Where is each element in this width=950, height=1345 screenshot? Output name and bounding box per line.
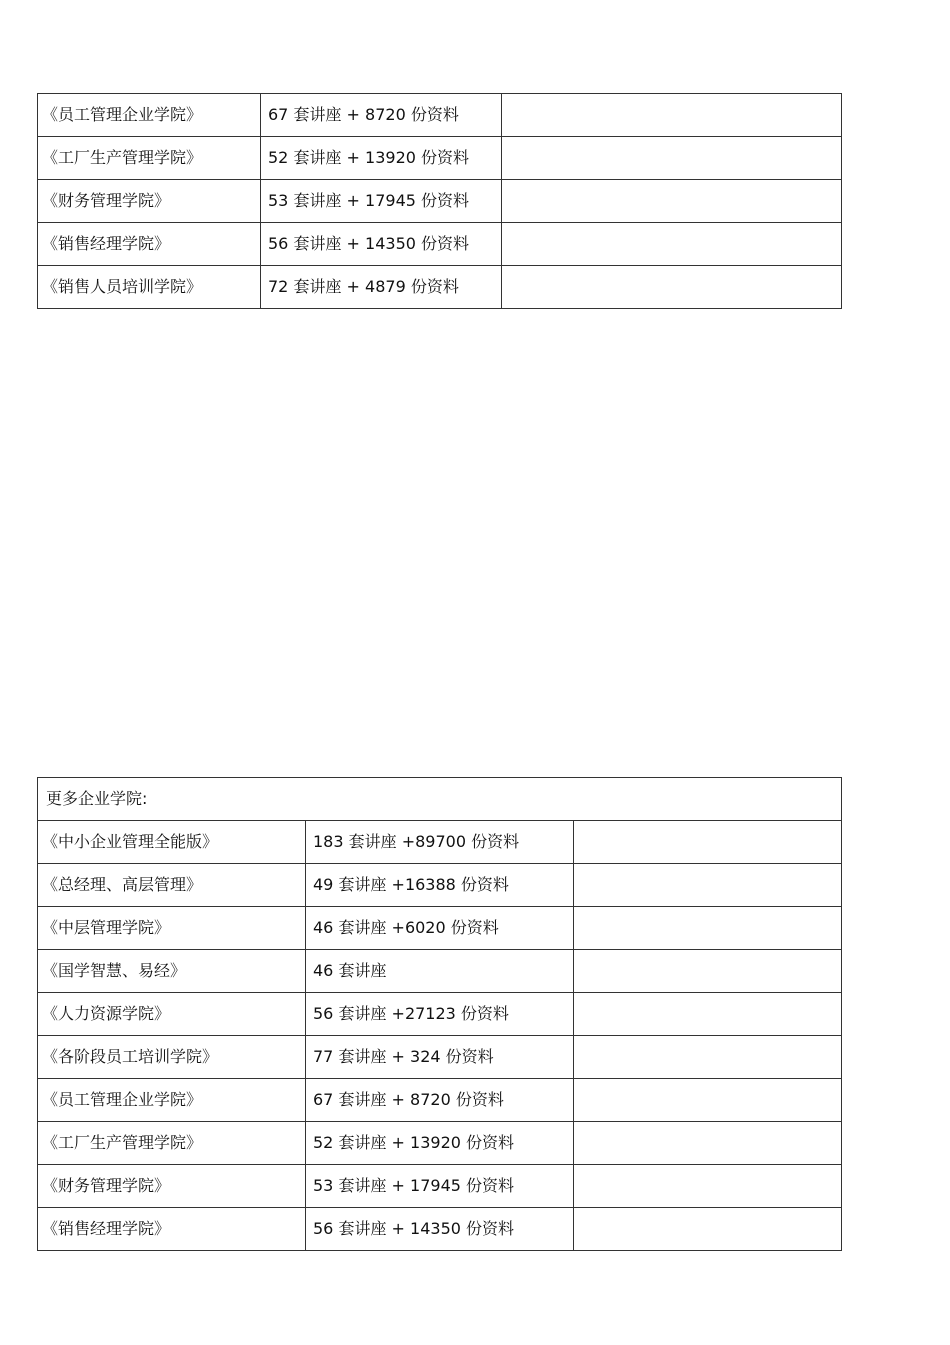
academy-content: 67 套讲座 + 8720 份资料	[306, 1079, 574, 1122]
academy-content: 49 套讲座 +16388 份资料	[306, 864, 574, 907]
table-row	[38, 1079, 842, 1122]
academy-note	[574, 1122, 842, 1165]
academy-name: 《工厂生产管理学院》	[38, 1122, 306, 1165]
academy-note	[502, 266, 842, 309]
more-academies-heading: 更多企业学院:	[38, 778, 842, 821]
table-row	[38, 180, 842, 223]
academy-note	[574, 907, 842, 950]
academy-name: 《财务管理学院》	[38, 1165, 306, 1208]
academy-name: 《中层管理学院》	[38, 907, 306, 950]
academy-content: 72 套讲座 + 4879 份资料	[261, 266, 502, 309]
academy-name: 《国学智慧、易经》	[38, 950, 306, 993]
academy-content: 56 套讲座 +27123 份资料	[306, 993, 574, 1036]
table-row	[38, 223, 842, 266]
table-row	[38, 907, 842, 950]
academy-name: 《销售经理学院》	[38, 1208, 306, 1251]
academy-content: 46 套讲座 +6020 份资料	[306, 907, 574, 950]
academy-name: 《销售经理学院》	[38, 223, 261, 266]
table-row	[38, 993, 842, 1036]
table-row	[38, 864, 842, 907]
academy-note	[502, 137, 842, 180]
academy-note	[574, 821, 842, 864]
academy-content: 56 套讲座 + 14350 份资料	[306, 1208, 574, 1251]
academy-note	[502, 223, 842, 266]
table-row	[38, 94, 842, 137]
academy-content: 67 套讲座 + 8720 份资料	[261, 94, 502, 137]
academy-note	[574, 864, 842, 907]
academy-content: 52 套讲座 + 13920 份资料	[261, 137, 502, 180]
table-header-row	[38, 778, 842, 821]
academy-note	[502, 180, 842, 223]
academy-note	[574, 950, 842, 993]
table-row	[38, 821, 842, 864]
academy-note	[574, 1036, 842, 1079]
academy-content: 53 套讲座 + 17945 份资料	[261, 180, 502, 223]
academy-content: 53 套讲座 + 17945 份资料	[306, 1165, 574, 1208]
academy-content: 52 套讲座 + 13920 份资料	[306, 1122, 574, 1165]
academy-note	[574, 1165, 842, 1208]
academy-content: 46 套讲座	[306, 950, 574, 993]
academy-note	[502, 94, 842, 137]
top-catalog-table	[37, 93, 842, 309]
table-row	[38, 266, 842, 309]
academy-content: 183 套讲座 +89700 份资料	[306, 821, 574, 864]
academy-name: 《总经理、高层管理》	[38, 864, 306, 907]
academy-name: 《各阶段员工培训学院》	[38, 1036, 306, 1079]
academy-note	[574, 1079, 842, 1122]
academy-name: 《员工管理企业学院》	[38, 1079, 306, 1122]
academy-name: 《人力资源学院》	[38, 993, 306, 1036]
academy-name: 《销售人员培训学院》	[38, 266, 261, 309]
academy-name: 《员工管理企业学院》	[38, 94, 261, 137]
academy-name: 《工厂生产管理学院》	[38, 137, 261, 180]
more-academies-table	[37, 777, 842, 1251]
academy-name: 《中小企业管理全能版》	[38, 821, 306, 864]
table-row	[38, 950, 842, 993]
academy-content: 77 套讲座 + 324 份资料	[306, 1036, 574, 1079]
academy-note	[574, 993, 842, 1036]
academy-content: 56 套讲座 + 14350 份资料	[261, 223, 502, 266]
table-row	[38, 1165, 842, 1208]
table-row	[38, 1208, 842, 1251]
academy-note	[574, 1208, 842, 1251]
table-row	[38, 1036, 842, 1079]
academy-name: 《财务管理学院》	[38, 180, 261, 223]
table-row	[38, 137, 842, 180]
table-row	[38, 1122, 842, 1165]
